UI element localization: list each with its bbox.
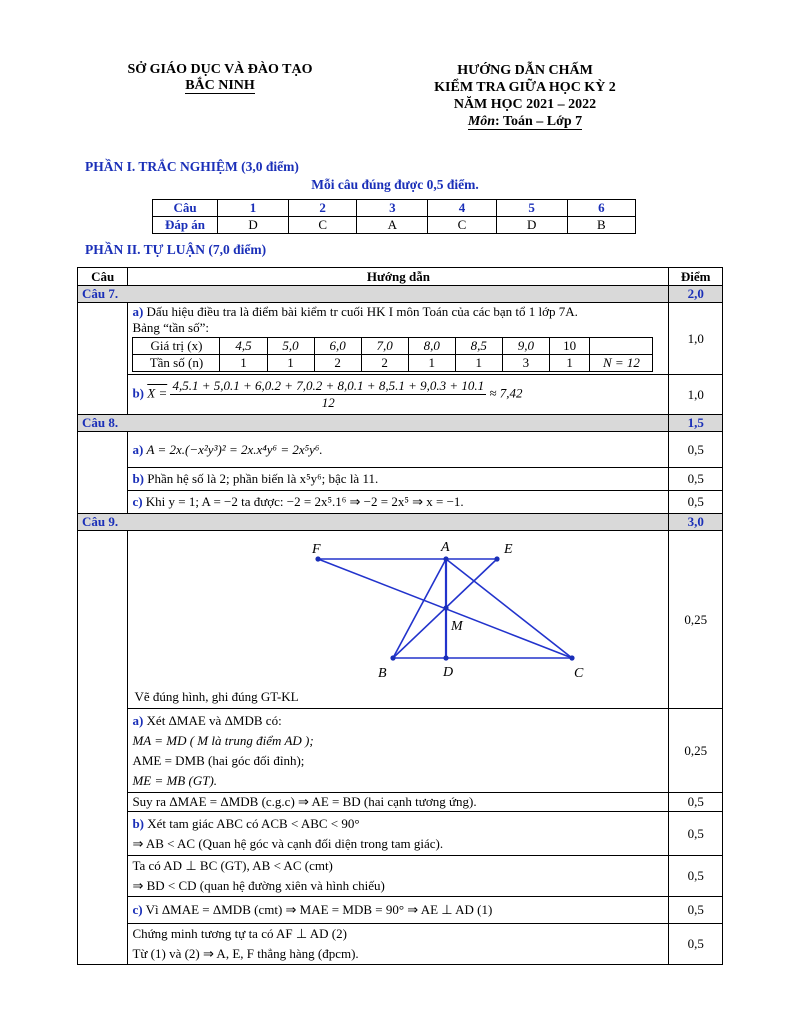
freq-total: N = 12	[590, 355, 653, 372]
school-year: NĂM HỌC 2021 – 2022	[453, 97, 597, 112]
cau9b2-line1: Ta có AD ⊥ BC (GT), AB < AC (cmt)	[132, 858, 333, 873]
part1-note: Mỗi câu đúng được 0,5 điểm.	[311, 177, 479, 192]
cau9a-line4: ME = MB (GT).	[132, 772, 218, 788]
freq-count: 2	[314, 355, 361, 372]
point-m	[444, 605, 449, 610]
answer-cell: C	[428, 217, 496, 234]
freq-value: 8,5	[455, 338, 502, 355]
freq-value: 9,0	[502, 338, 549, 355]
subject-line: Môn: Toán – Lớp 7	[467, 114, 583, 129]
label-f: F	[312, 542, 321, 557]
cau8b-text: Phần hệ số là 2; phần biến là x⁵y⁶; bậc là 11.	[147, 471, 379, 486]
cau9-figure-cell	[128, 531, 669, 709]
label-c: C	[574, 666, 584, 681]
section-label: Câu 7.	[78, 286, 669, 303]
cau9a-line3: AME = DMB (hai góc đối đỉnh);	[132, 752, 305, 768]
cau9a-line1: Xét ΔMAE và ΔMDB có:	[146, 712, 282, 728]
freq-value: 4,5	[220, 338, 267, 355]
cau7a-content: a) Dấu hiệu điều tra là điểm bài kiểm tr cuối HK I môn Toán của các bạn tổ 1 lớp 7A. Bảng “tần số”: Giá trị (x) 4,5 5,0 6,0 7,0 8,0 8,5 9,0 10 Tần số (n) 1 1 2 2 1 1 3 1 N = 12	[128, 303, 669, 375]
section-points: 1,5	[669, 415, 723, 432]
freq-count: 1	[408, 355, 455, 372]
question-number: 2	[289, 200, 357, 217]
cau7b-mean-symbol: X =	[147, 385, 168, 401]
freq-value: 6,0	[314, 338, 361, 355]
freq-value: 7,0	[361, 338, 408, 355]
figure-caption: Vẽ đúng hình, ghi đúng GT-KL	[134, 689, 299, 704]
freq-value: 8,0	[408, 338, 455, 355]
cau7b-fraction	[170, 378, 486, 411]
cau8b-points: 0,5	[669, 468, 723, 491]
section-points: 3,0	[669, 514, 723, 531]
cau9c-content: c) Vì ΔMAE = ΔMDB (cmt) ⇒ MAE = MDB = 90° ⇒ AE ⊥ AD (1)	[128, 897, 669, 924]
col-header-guide: Hướng dẫn	[128, 268, 669, 286]
cau8a-text: A = 2x.(−x²y³)² = 2x.x⁴y⁶ = 2x⁵y⁶.	[146, 441, 323, 457]
col-header-question: Câu	[78, 268, 128, 286]
section-label: Câu 8.	[78, 415, 669, 432]
part1-title: PHẦN I. TRẮC NGHIỆM (3,0 điểm)	[85, 159, 299, 174]
cau8a-content: a) A = 2x.(−x²y³)² = 2x.x⁴y⁶ = 2x⁵y⁶.	[128, 432, 669, 468]
section-label: Câu 9.	[78, 514, 669, 531]
cau8a-points: 0,5	[669, 432, 723, 468]
cau9a-line2: MA = MD ( M là trung điểm AD );	[132, 732, 314, 748]
cau9b2-content	[128, 856, 669, 897]
answer-cell: D	[496, 217, 567, 234]
label-e: E	[504, 542, 513, 557]
grading-table	[77, 267, 723, 965]
cau9a-points: 0,25	[669, 709, 723, 793]
cau9c2-content	[128, 924, 669, 965]
cau9a-content: a) Xét ΔMAE và ΔMDB có: MA = MD ( M là trung điểm AD ); AME = DMB (hai góc đối đỉnh); ME = MB (GT).	[128, 709, 669, 793]
question-number: 4	[428, 200, 496, 217]
doc-title: HƯỚNG DẪN CHẤM	[457, 63, 593, 78]
cau9b-content: b) Xét tam giác ABC có ACB < ABC < 90° ⇒ AB < AC (Quan hệ góc và cạnh đối diện trong tam giác).	[128, 812, 669, 856]
freq-value: 5,0	[267, 338, 314, 355]
label-b: B	[378, 666, 387, 681]
cau9c2-line2: Từ (1) và (2) ⇒ A, E, F thẳng hàng (đpcm).	[132, 946, 359, 961]
section-row-cau7	[78, 286, 723, 303]
segment-ac	[446, 559, 572, 658]
answer-cell: B	[567, 217, 635, 234]
freq-count: 2	[361, 355, 408, 372]
cau9c2-line1: Chứng minh tương tự ta có AF ⊥ AD (2)	[132, 926, 347, 941]
point-e	[495, 556, 500, 561]
freq-count: 3	[502, 355, 549, 372]
freq-header-count: Tần số (n)	[133, 355, 220, 372]
cau9b-line1: Xét tam giác ABC có ACB < ABC < 90°	[147, 815, 360, 831]
header-right	[400, 62, 650, 130]
section-row-cau8	[78, 415, 723, 432]
cau8c-points: 0,5	[669, 491, 723, 514]
cau9c2-points: 0,5	[669, 924, 723, 965]
freq-value: 10	[549, 338, 590, 355]
question-number: 5	[496, 200, 567, 217]
department-name: SỞ GIÁO DỤC VÀ ĐÀO TẠO	[127, 62, 313, 77]
cau7b-points: 1,0	[669, 375, 723, 415]
point-f	[316, 556, 321, 561]
province-name: BẮC NINH	[185, 78, 255, 93]
answer-key-table	[152, 199, 636, 234]
col-header-points: Điểm	[669, 268, 723, 286]
part2-title: PHẦN II. TỰ LUẬN (7,0 điểm)	[85, 242, 267, 257]
question-number: 3	[357, 200, 428, 217]
section-row-cau9	[78, 514, 723, 531]
cau9c-points: 0,5	[669, 897, 723, 924]
cau8c-text: Khi y = 1; A = −2 ta được: −2 = 2x⁵.1⁶ ⇒ −2 = 2x⁵ ⇒ x = −1.	[145, 494, 464, 509]
freq-count: 1	[267, 355, 314, 372]
freq-count: 1	[455, 355, 502, 372]
header-left	[100, 62, 340, 94]
cau9b2-points: 0,5	[669, 856, 723, 897]
cau9a2-content: Suy ra ΔMAE = ΔMDB (c.g.c) ⇒ AE = BD (hai cạnh tương ứng).	[128, 793, 669, 812]
label-d: D	[443, 665, 454, 680]
cau9b-points: 0,5	[669, 812, 723, 856]
cau7a-text2: Bảng “tần số”:	[132, 320, 209, 335]
cau8c-content: c) Khi y = 1; A = −2 ta được: −2 = 2x⁵.1⁶ ⇒ −2 = 2x⁵ ⇒ x = −1.	[128, 491, 669, 514]
answer-cell: C	[289, 217, 357, 234]
cau7a-points: 1,0	[669, 303, 723, 375]
segment-ab	[393, 559, 446, 658]
point-d	[444, 655, 449, 660]
point-a	[444, 556, 449, 561]
freq-header-value: Giá trị (x)	[133, 338, 220, 355]
cau7b-content: b) X = $\frac{4,5.1 + 5,0.1 + 6,0.2 + 7,0.2 + 8,0.1 + 8,5.1 + 9,0.3 + 10.1}{12}$ ≈ 7,42	[128, 375, 669, 415]
answer-cell: A	[357, 217, 428, 234]
label-m: M	[451, 619, 464, 634]
exam-title: KIỂM TRA GIỮA HỌC KỲ 2	[434, 80, 616, 95]
question-number: 1	[218, 200, 289, 217]
cau9a2-points: 0,5	[669, 793, 723, 812]
cau9b2-line2: ⇒ BD < CD (quan hệ đường xiên và hình chiếu)	[132, 878, 385, 893]
cau7b-denominator: 12	[321, 395, 335, 410]
freq-count: 1	[549, 355, 590, 372]
label-a: A	[441, 540, 450, 555]
cau9b-line2: ⇒ AB < AC (Quan hệ góc và cạnh đối diện trong tam giác).	[132, 835, 444, 851]
point-c	[570, 655, 575, 660]
answer-key-header-a: Đáp án	[153, 217, 218, 234]
cau7b-result: ≈ 7,42	[489, 385, 523, 401]
cau7b-numerator: 4,5.1 + 5,0.1 + 6,0.2 + 7,0.2 + 8,0.1 + 8,5.1 + 9,0.3 + 10.1	[172, 378, 485, 393]
frequency-table	[132, 337, 653, 372]
cau9c-text: Vì ΔMAE = ΔMDB (cmt) ⇒ MAE = MDB = 90° ⇒ AE ⊥ AD (1)	[145, 902, 493, 917]
question-number: 6	[567, 200, 635, 217]
geometry-figure	[128, 531, 668, 689]
cau8b-content: b) Phần hệ số là 2; phần biến là x⁵y⁶; bậc là 11.	[128, 468, 669, 491]
freq-count: 1	[220, 355, 267, 372]
figure-points: 0,25	[669, 531, 723, 709]
answer-key-header-q: Câu	[153, 200, 218, 217]
answer-cell: D	[218, 217, 289, 234]
section-points: 2,0	[669, 286, 723, 303]
point-b	[391, 655, 396, 660]
cau7a-text: Dấu hiệu điều tra là điểm bài kiểm tr cuối HK I môn Toán của các bạn tổ 1 lớp 7A.	[146, 304, 578, 319]
